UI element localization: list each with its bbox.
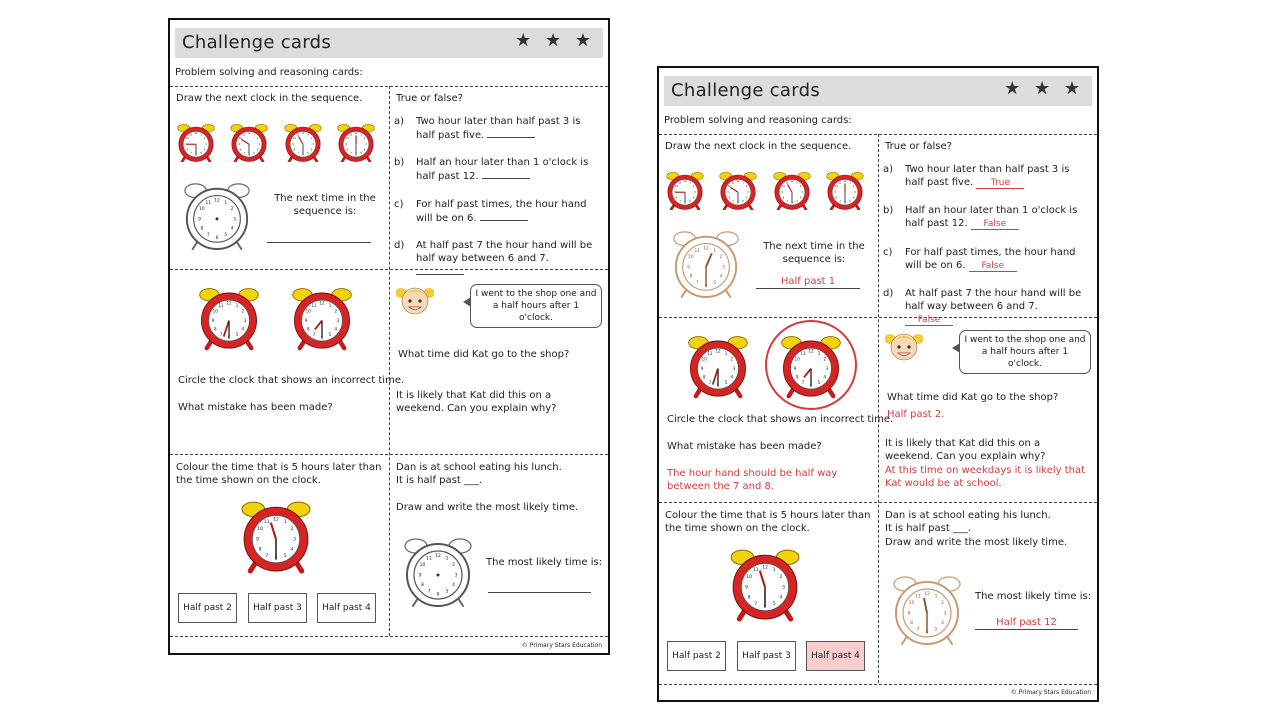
item-label: c): [394, 199, 404, 210]
true-false-item: Two hour later than half past 3 is half past five.: [416, 116, 581, 141]
divider: [170, 636, 608, 637]
card3-question: What mistake has been made?: [667, 441, 822, 452]
option-box[interactable]: Half past 3: [248, 593, 307, 623]
card1-answer: Half past 1: [756, 275, 860, 289]
card2-title: True or false?: [396, 93, 463, 104]
option-box-selected[interactable]: Half past 4: [806, 641, 865, 671]
option-box[interactable]: Half past 2: [178, 593, 237, 623]
worksheet-answers: [657, 66, 1099, 702]
girl-face-icon: [396, 282, 434, 318]
card5-instruction: Colour the time that is 5 hours later than the time shown on the clock.: [176, 462, 382, 486]
true-false-item: For half past times, the hour hand will be on 6.: [416, 199, 587, 224]
star-rating-icon: ★ ★ ★: [1004, 78, 1084, 99]
star-rating-icon: ★ ★ ★: [515, 30, 595, 51]
header-bar: [175, 28, 603, 58]
item-label: b): [394, 157, 405, 168]
item-label: d): [883, 288, 894, 299]
answer-line[interactable]: [416, 265, 464, 275]
answer-line[interactable]: [487, 128, 535, 138]
alarm-clock-icon: [229, 122, 269, 162]
divider-vertical: [389, 86, 390, 636]
card4-followup: It is likely that Kat did this on a weekend. Can you explain why?: [885, 438, 1046, 462]
card6-prompt: The most likely time is:: [975, 591, 1092, 602]
option-box[interactable]: Half past 3: [737, 641, 796, 671]
card1-title: Draw the next clock in the sequence.: [665, 141, 852, 152]
speech-bubble: I went to the shop one and a half hours after 1 o'clock.: [470, 284, 602, 328]
copyright: © Primary Stars Education: [1010, 689, 1091, 696]
option-box[interactable]: Half past 4: [317, 593, 376, 623]
alarm-clock-icon[interactable]: [779, 331, 843, 399]
card6-line1: Dan is at school eating his lunch.: [885, 510, 1051, 521]
true-false-item: For half past times, the hour hand will be on 6. False: [905, 247, 1076, 271]
card2-title: True or false?: [885, 141, 952, 152]
card6-instruction: Draw and write the most likely time.: [885, 537, 1068, 548]
alarm-clock-icon: [728, 544, 802, 622]
answer-line[interactable]: [480, 211, 528, 221]
card4-question: What time did Kat go to the shop?: [398, 349, 570, 360]
subtitle: Problem solving and reasoning cards:: [664, 115, 852, 126]
true-false-item: Half an hour later than 1 o'clock is half past 12.: [416, 157, 589, 182]
girl-face-icon: [885, 328, 923, 364]
card3-instruction: Circle the clock that shows an incorrect time.: [667, 414, 894, 425]
answer-false: False: [971, 219, 1019, 230]
card4-followup: It is likely that Kat did this on a weekend. Can you explain why?: [396, 390, 557, 414]
card6-line1: Dan is at school eating his lunch.: [396, 462, 562, 473]
blank-clock-icon[interactable]: [182, 180, 252, 250]
alarm-clock-icon: [176, 122, 216, 162]
card6-line2: It is half past ___.: [396, 475, 483, 486]
alarm-clock-icon: [772, 170, 812, 210]
card6-answer: Half past 12: [975, 616, 1078, 630]
alarm-clock-icon: [336, 122, 376, 162]
page-title: Challenge cards: [182, 32, 332, 53]
answer-false: False: [969, 261, 1017, 272]
blank-clock-icon[interactable]: [402, 535, 474, 607]
option-box[interactable]: Half past 2: [667, 641, 726, 671]
true-false-item: Half an hour later than 1 o'clock is half past 12. False: [905, 205, 1078, 229]
true-false-item: At half past 7 the hour hand will be half way between 6 and 7. False: [905, 288, 1082, 325]
alarm-clock-icon: [239, 496, 313, 574]
divider-vertical: [878, 134, 879, 683]
speech-bubble: I went to the shop one and a half hours after 1 o'clock.: [959, 330, 1091, 374]
answer-line[interactable]: [488, 592, 591, 593]
card3-instruction: Circle the clock that shows an incorrect time.: [178, 375, 405, 386]
true-false-item: Two hour later than half past 3 is half past five. True: [905, 164, 1070, 188]
card4-answer2: At this time on weekdays it is likely that Kat would be at school.: [885, 465, 1086, 489]
copyright: © Primary Stars Education: [521, 642, 602, 649]
alarm-clock-icon[interactable]: [197, 283, 261, 351]
card4-question: What time did Kat go to the shop?: [887, 392, 1059, 403]
alarm-clock-icon: [718, 170, 758, 210]
answer-line[interactable]: [482, 169, 530, 179]
header-bar: [664, 76, 1092, 106]
answer-true: True: [976, 178, 1024, 189]
answer-clock-icon: [671, 228, 741, 298]
card6-instruction: Draw and write the most likely time.: [396, 502, 579, 513]
card3-answer: The hour hand should be half way between the 7 and 8.: [667, 468, 838, 492]
alarm-clock-icon: [825, 170, 865, 210]
item-label: a): [394, 116, 405, 127]
page-title: Challenge cards: [671, 80, 821, 101]
card5-instruction: Colour the time that is 5 hours later than the time shown on the clock.: [665, 510, 871, 534]
worksheet-blank: [168, 18, 610, 655]
answer-false: False: [905, 315, 953, 326]
alarm-clock-icon: [283, 122, 323, 162]
card1-prompt: The next time in the sequence is:: [274, 193, 376, 217]
subtitle: Problem solving and reasoning cards:: [175, 67, 363, 78]
true-false-item: At half past 7 the hour hand will be half way between 6 and 7.: [416, 239, 596, 279]
card6-prompt: The most likely time is:: [486, 557, 603, 568]
answer-clock-icon: [891, 573, 963, 645]
card1-prompt: The next time in the sequence is:: [763, 241, 865, 265]
card3-question: What mistake has been made?: [178, 402, 333, 413]
alarm-clock-icon[interactable]: [686, 331, 750, 399]
answer-line[interactable]: [267, 242, 371, 243]
item-label: c): [883, 247, 893, 258]
divider: [659, 684, 1097, 685]
item-label: a): [883, 164, 894, 175]
item-label: d): [394, 240, 405, 251]
alarm-clock-icon[interactable]: [290, 283, 354, 351]
alarm-clock-icon: [665, 170, 705, 210]
card4-answer1: Half past 2.: [887, 409, 945, 420]
card6-line2: It is half past ___.: [885, 523, 972, 534]
card1-title: Draw the next clock in the sequence.: [176, 93, 363, 104]
item-label: b): [883, 205, 894, 216]
